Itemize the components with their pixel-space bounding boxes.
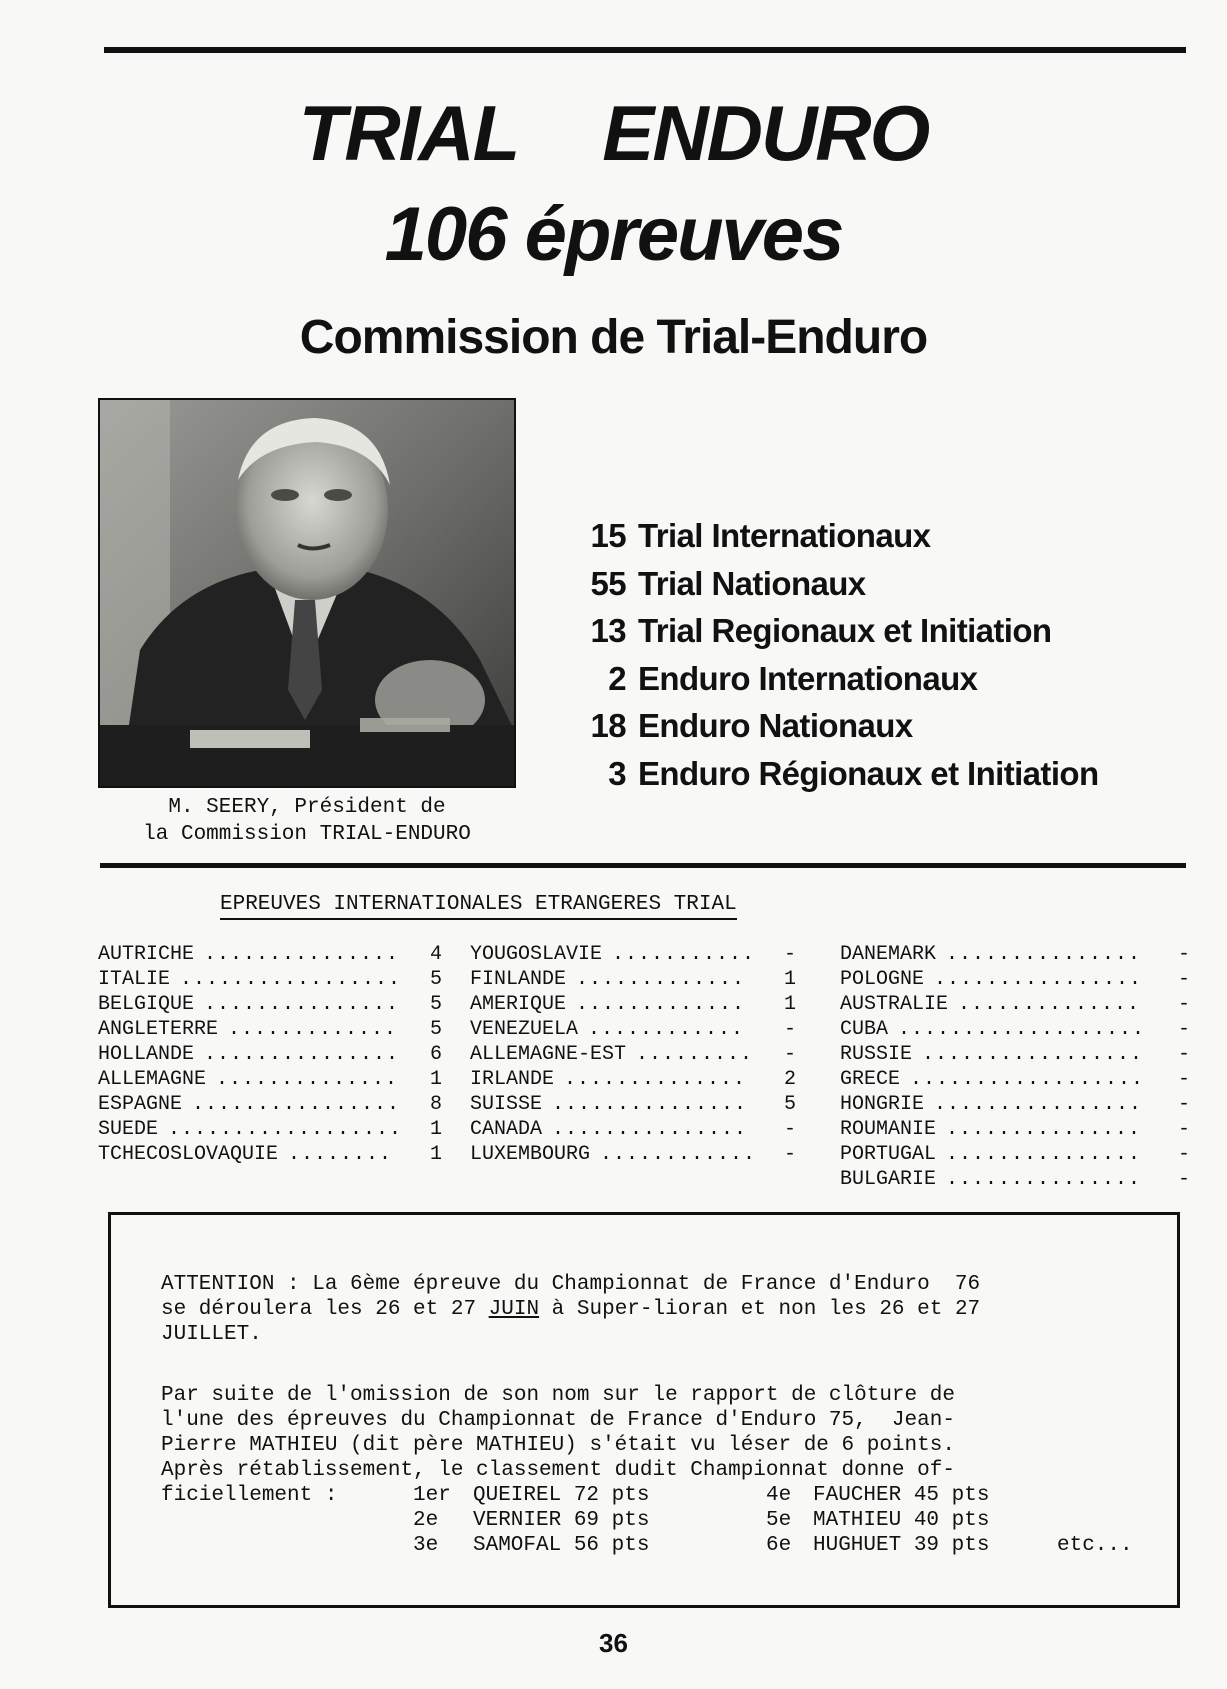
event-count-value: 5 <box>429 1018 442 1041</box>
country-row <box>840 1092 1190 1117</box>
event-count: 2 <box>608 659 626 697</box>
country-name: CUBA <box>840 1018 889 1041</box>
leader-dots: ................ <box>934 968 1143 991</box>
top-rule <box>104 47 1186 53</box>
ranking-entry <box>413 1533 438 1558</box>
event-summary-list <box>568 512 1099 797</box>
president-photo <box>98 398 516 788</box>
country-row <box>98 1017 442 1042</box>
country-row <box>470 1042 796 1067</box>
event-label: Enduro Internationaux <box>638 659 978 697</box>
rank-text: HUGHUET 39 pts <box>813 1534 990 1557</box>
leader-dots: .................. <box>910 1068 1145 1091</box>
ranking-entry <box>473 1533 649 1558</box>
country-row <box>470 942 796 967</box>
country-row <box>840 992 1190 1017</box>
ranking-entry <box>413 1508 438 1533</box>
leader-dots: ................. <box>180 968 402 991</box>
event-count-value: - <box>1177 993 1190 1016</box>
ranking-etc: etc... <box>1057 1534 1133 1557</box>
notice-box <box>108 1212 1180 1608</box>
event-count-value: 8 <box>429 1093 442 1116</box>
ranking-entry <box>813 1508 989 1533</box>
country-row <box>470 1017 796 1042</box>
event-count-value: 1 <box>429 1143 442 1166</box>
leader-dots: ............ <box>600 1143 757 1166</box>
event-count-value: 5 <box>783 1093 796 1116</box>
leader-dots: ............... <box>552 1093 748 1116</box>
country-row <box>470 1142 796 1167</box>
rank-text: MATHIEU 40 pts <box>813 1509 990 1532</box>
country-row <box>840 1042 1190 1067</box>
event-count-value: 5 <box>429 968 442 991</box>
event-count-value: - <box>1177 1143 1190 1166</box>
country-name: IRLANDE <box>470 1068 555 1091</box>
country-column-2 <box>470 942 796 1167</box>
country-column-3 <box>840 942 1190 1192</box>
country-row <box>840 967 1190 992</box>
portrait-image <box>100 400 514 786</box>
ranking-entry <box>766 1533 791 1558</box>
leader-dots: ............... <box>204 993 400 1016</box>
country-name: DANEMARK <box>840 943 937 966</box>
country-name: AUTRICHE <box>98 943 195 966</box>
leader-dots: ............... <box>946 1143 1142 1166</box>
event-count-value: 1 <box>783 968 796 991</box>
event-label: Enduro Régionaux et Initiation <box>638 754 1099 792</box>
leader-dots: ............... <box>204 1043 400 1066</box>
leader-dots: ................... <box>898 1018 1146 1041</box>
country-row <box>840 942 1190 967</box>
event-count-value: 1 <box>429 1118 442 1141</box>
event-count-value: - <box>1177 943 1190 966</box>
country-name: FINLANDE <box>470 968 567 991</box>
rank-text: QUEIREL 72 pts <box>473 1484 650 1507</box>
event-count: 15 <box>590 517 626 554</box>
event-count: 3 <box>608 754 626 792</box>
main-title <box>0 88 1227 178</box>
photo-caption <box>100 794 514 848</box>
leader-dots: ........... <box>612 943 756 966</box>
event-count-title: 106 épreuves <box>384 192 843 277</box>
attention-juin: JUIN <box>488 1298 540 1321</box>
country-row <box>840 1117 1190 1142</box>
event-count: 18 <box>590 707 626 744</box>
event-count-value: - <box>1177 1043 1190 1066</box>
rank-position: 2e <box>413 1509 439 1532</box>
event-count-value: - <box>1177 1018 1190 1041</box>
event-row <box>568 750 1099 798</box>
country-name: GRECE <box>840 1068 901 1091</box>
event-count-value: - <box>1177 1118 1190 1141</box>
leader-dots: ........ <box>288 1143 393 1166</box>
country-name: ITALIE <box>98 968 171 991</box>
leader-dots: ................ <box>192 1093 401 1116</box>
event-row <box>568 655 1099 703</box>
country-name: AUSTRALIE <box>840 993 949 1016</box>
country-name: LUXEMBOURG <box>470 1143 591 1166</box>
country-name: ALLEMAGNE-EST <box>470 1043 627 1066</box>
rank-position: 1er <box>413 1484 451 1507</box>
event-count-value: 1 <box>783 993 796 1016</box>
event-row <box>568 512 1099 560</box>
country-row <box>840 1167 1190 1192</box>
country-row <box>98 1042 442 1067</box>
event-row <box>568 560 1099 608</box>
event-label: Trial Regionaux et Initiation <box>638 612 1052 649</box>
leader-dots: ......... <box>636 1043 754 1066</box>
country-name: HOLLANDE <box>98 1043 195 1066</box>
rank-text: VERNIER 69 pts <box>473 1509 650 1532</box>
rank-position: 4e <box>766 1484 792 1507</box>
leader-dots: ............... <box>552 1118 748 1141</box>
rank-position: 6e <box>766 1534 792 1557</box>
event-count-value: - <box>1177 1068 1190 1091</box>
country-name: PORTUGAL <box>840 1143 937 1166</box>
country-name: YOUGOSLAVIE <box>470 943 603 966</box>
country-name: ROUMANIE <box>840 1118 937 1141</box>
event-count-value: 1 <box>429 1068 442 1091</box>
leader-dots: ............. <box>576 968 746 991</box>
country-row <box>98 967 442 992</box>
attention-text-b: à Super-lioran et non les 26 et 27 JUILLET. <box>161 1298 981 1346</box>
country-row <box>470 1092 796 1117</box>
attention-paragraph <box>161 1272 1171 1347</box>
leader-dots: .............. <box>958 993 1141 1016</box>
omission-paragraph: Par suite de l'omission de son nom sur le rapport de clôture de l'une des épreuves du Championnat de France d'Enduro 75, Jean- Pierre MATHIEU (dit père MATHIEU) s'était vu léser de 6 points. Après rétablissement, le classement dudit Championnat donne of- ficiellement : <box>161 1384 955 1507</box>
country-name: CANADA <box>470 1118 543 1141</box>
attention-text-a: ATTENTION : La 6ème épreuve du Championnat de France d'Enduro 76 se déroulera les 26 et 27 <box>161 1273 981 1321</box>
country-name: BULGARIE <box>840 1168 937 1191</box>
event-count: 55 <box>590 564 626 602</box>
event-row <box>568 607 1099 655</box>
country-name: ESPAGNE <box>98 1093 183 1116</box>
page-number: 36 <box>599 1628 628 1658</box>
event-count-value: 6 <box>429 1043 442 1066</box>
country-name: BELGIQUE <box>98 993 195 1016</box>
country-name: AMERIQUE <box>470 993 567 1016</box>
leader-dots: ............... <box>946 1118 1142 1141</box>
commission-title: Commission de Trial-Enduro <box>299 311 928 364</box>
title-trial: TRIAL <box>298 89 519 177</box>
country-row <box>98 942 442 967</box>
country-row <box>470 992 796 1017</box>
foreign-events-title: EPREUVES INTERNATIONALES ETRANGERES TRIAL <box>220 893 737 920</box>
country-name: ANGLETERRE <box>98 1018 219 1041</box>
ranking-entry <box>766 1483 791 1508</box>
rank-position: 5e <box>766 1509 792 1532</box>
event-count-value: - <box>1177 1168 1190 1191</box>
rank-text: SAMOFAL 56 pts <box>473 1534 650 1557</box>
caption-line-2: la Commission TRIAL-ENDURO <box>143 823 471 846</box>
leader-dots: ............... <box>946 943 1142 966</box>
caption-line-1: M. SEERY, Président de <box>168 796 446 819</box>
event-row <box>568 702 1099 750</box>
leader-dots: ................. <box>922 1043 1144 1066</box>
event-count-value: - <box>1177 1093 1190 1116</box>
country-name: VENEZUELA <box>470 1018 579 1041</box>
section-rule <box>100 863 1186 868</box>
event-count-value: - <box>783 1043 796 1066</box>
event-count-value: - <box>783 1143 796 1166</box>
event-label: Trial Internationaux <box>638 517 931 554</box>
rank-text: FAUCHER 45 pts <box>813 1484 990 1507</box>
country-row <box>98 1117 442 1142</box>
leader-dots: .............. <box>216 1068 399 1091</box>
country-row <box>98 1067 442 1092</box>
country-row <box>98 1092 442 1117</box>
country-row <box>840 1142 1190 1167</box>
country-row <box>840 1067 1190 1092</box>
country-name: SUEDE <box>98 1118 159 1141</box>
country-name: SUISSE <box>470 1093 543 1116</box>
country-row <box>840 1017 1190 1042</box>
country-name: ALLEMAGNE <box>98 1068 207 1091</box>
leader-dots: ............ <box>588 1018 745 1041</box>
country-name: POLOGNE <box>840 968 925 991</box>
country-name: HONGRIE <box>840 1093 925 1116</box>
leader-dots: .................. <box>168 1118 403 1141</box>
event-count-value: 4 <box>429 943 442 966</box>
leader-dots: ................ <box>934 1093 1143 1116</box>
event-count-value: 2 <box>783 1068 796 1091</box>
event-count-value: 5 <box>429 993 442 1016</box>
event-count-value: - <box>783 943 796 966</box>
event-count: 13 <box>590 612 626 649</box>
country-name: TCHECOSLOVAQUIE <box>98 1143 279 1166</box>
ranking-entry <box>473 1508 649 1533</box>
ranking-entry <box>813 1533 989 1558</box>
country-name: RUSSIE <box>840 1043 913 1066</box>
country-row <box>470 1067 796 1092</box>
ranking-entry <box>413 1483 451 1508</box>
leader-dots: ............... <box>946 1168 1142 1191</box>
country-row <box>98 1142 442 1167</box>
country-row <box>470 1117 796 1142</box>
ranking-entry <box>813 1483 989 1508</box>
title-enduro: ENDURO <box>602 89 929 177</box>
leader-dots: .............. <box>564 1068 747 1091</box>
country-row <box>470 967 796 992</box>
event-count-value: - <box>783 1018 796 1041</box>
country-column-1 <box>98 942 442 1167</box>
rank-position: 3e <box>413 1534 439 1557</box>
leader-dots: ............. <box>576 993 746 1016</box>
event-label: Trial Nationaux <box>638 564 866 602</box>
ranking-entry <box>766 1508 791 1533</box>
event-count-value: - <box>783 1118 796 1141</box>
leader-dots: ............. <box>228 1018 398 1041</box>
event-count-value: - <box>1177 968 1190 991</box>
event-label: Enduro Nationaux <box>638 707 913 744</box>
country-row <box>98 992 442 1017</box>
leader-dots: ............... <box>204 943 400 966</box>
ranking-entry <box>473 1483 649 1508</box>
